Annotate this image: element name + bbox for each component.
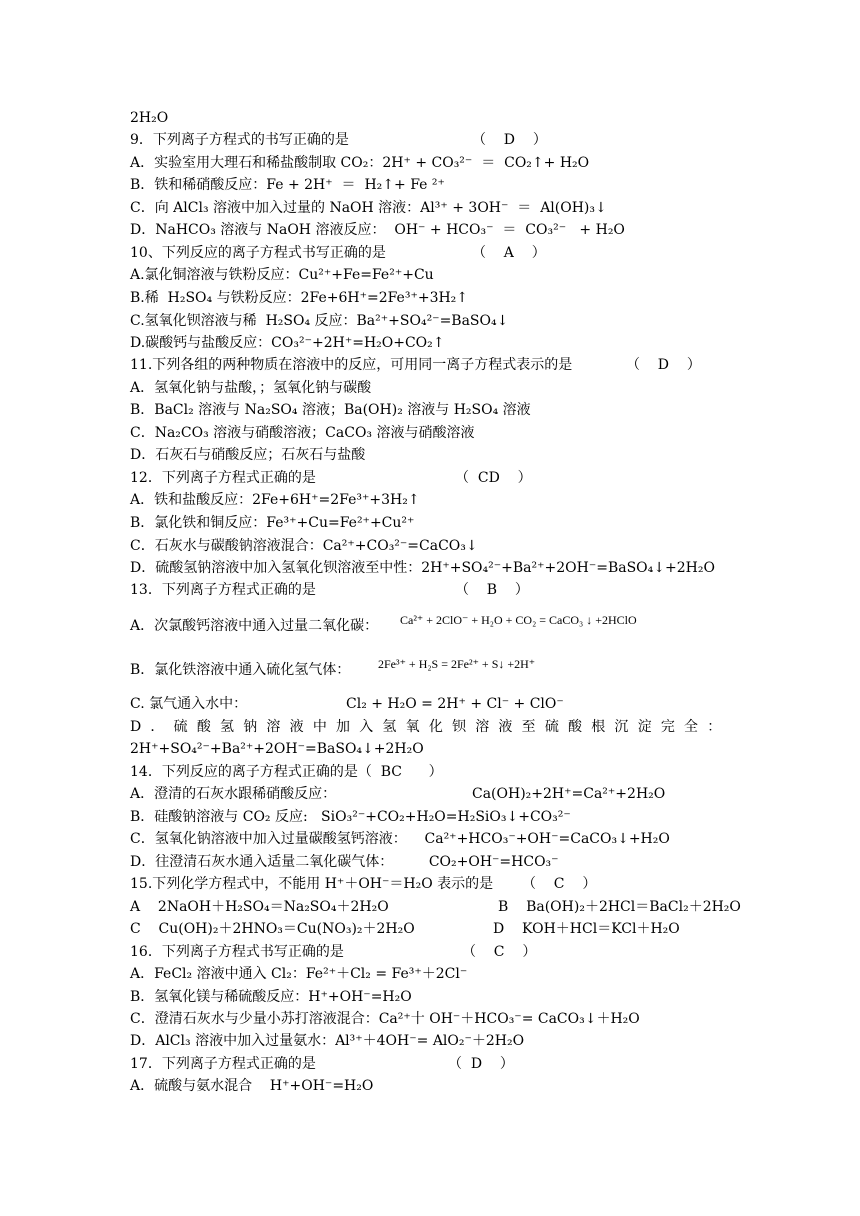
answer-13: （ B ）	[455, 582, 529, 598]
question-14: 14．下列反应的离子方程式正确的是（ BC ）	[130, 764, 443, 780]
option-15b: B Ba(OH)₂＋2HCl＝BaCl₂＋2H₂O	[498, 899, 741, 915]
option-12b: B．氯化铁和铜反应：Fe³⁺+Cu=Fe²⁺+Cu²⁺	[130, 515, 415, 531]
option-16a: A．FeCl₂ 溶液中通入 Cl₂：Fe²⁺＋Cl₂ = Fe³⁺＋2Cl⁻	[130, 966, 468, 982]
option-14b: B．硅酸钠溶液与 CO₂ 反应: SiO₃²⁻+CO₂+H₂O=H₂SiO₃↓+CO₃²⁻	[130, 809, 571, 825]
question-10: 10、下列反应的离子方程式书写正确的是	[130, 245, 386, 261]
answer-10: （ A ）	[472, 245, 546, 261]
option-11d: D．石灰石与硝酸反应；石灰石与盐酸	[130, 447, 366, 463]
option-16d: D．AlCl₃ 溶液中加入过量氨水：Al³⁺＋4OH⁻= AlO₂⁻＋2H₂O	[130, 1033, 525, 1049]
option-12c: C．石灰水与碳酸钠溶液混合：Ca²⁺+CO₃²⁻=CaCO₃↓	[130, 538, 478, 554]
option-12a: A．铁和盐酸反应：2Fe+6H⁺=2Fe³⁺+3H₂↑	[130, 492, 420, 508]
question-13: 13．下列离子方程式正确的是	[130, 582, 316, 598]
answer-11: （ D ）	[626, 357, 701, 373]
option-9d: D．NaHCO₃ 溶液与 NaOH 溶液反应： OH⁻ + HCO₃⁻ ＝ CO₃²⁻ + H₂O	[130, 222, 625, 238]
answer-12: （ CD ）	[455, 470, 532, 486]
option-17a: A．硫酸与氨水混合 H⁺+OH⁻=H₂O	[130, 1078, 374, 1094]
option-14d: D．往澄清石灰水通入适量二氧化碳气体： CO₂+OH⁻=HCO₃⁻	[130, 854, 559, 870]
equation-13b: 2Fe³⁺ + H₂S = 2Fe²⁺ + S↓ +2H⁺	[378, 657, 536, 671]
option-10d: D.碳酸钙与盐酸反应：CO₃²⁻+2H⁺=H₂O+CO₂↑	[130, 335, 445, 351]
option-9c: C．向 AlCl₃ 溶液中加入过量的 NaOH 溶液：Al³⁺ + 3OH⁻ ＝ Al(OH)₃↓	[130, 200, 607, 216]
option-11a: A．氢氧化钠与盐酸，；氢氧化钠与碳酸	[130, 380, 372, 396]
option-13a: A．次氯酸钙溶液中通入过量二氧化碳：	[130, 618, 379, 634]
option-16c: C．澄清石灰水与少量小苏打溶液混合：Ca²⁺十 OH⁻＋HCO₃⁻= CaCO₃↓＋H₂O	[130, 1011, 640, 1027]
option-14a: A．澄清的石灰水跟稀硝酸反应：	[130, 786, 337, 802]
answer-9: （ D ）	[472, 132, 547, 148]
equation-13c: Cl₂ + H₂O = 2H⁺ + Cl⁻ + ClO⁻	[346, 696, 564, 712]
option-10a: A.氯化铜溶液与铁粉反应：Cu²⁺+Fe=Fe²⁺+Cu	[130, 267, 434, 283]
equation-14a: Ca(OH)₂+2H⁺=Ca²⁺+2H₂O	[472, 786, 666, 802]
question-9: 9．下列离子方程式的书写正确的是	[130, 132, 349, 148]
option-13b: B．氯化铁溶液中通入硫化氢气体：	[130, 662, 351, 678]
question-17: 17．下列离子方程式正确的是	[130, 1056, 316, 1072]
text-line: 2H₂O	[130, 110, 169, 126]
option-15d: D KOH＋HCl＝KCl＋H₂O	[493, 921, 680, 937]
question-16: 16．下列离子方程式书写正确的是	[130, 944, 344, 960]
option-9b: B．铁和稀硝酸反应：Fe + 2H⁺ ＝ H₂↑+ Fe ²⁺	[130, 177, 445, 193]
option-11b: B．BaCl₂ 溶液与 Na₂SO₄ 溶液；Ba(OH)₂ 溶液与 H₂SO₄ 溶液	[130, 402, 531, 418]
option-11c: C．Na₂CO₃ 溶液与硝酸溶液；CaCO₃ 溶液与硝酸溶液	[130, 425, 475, 441]
option-15c: C Cu(OH)₂＋2HNO₃＝Cu(NO₃)₂＋2H₂O	[130, 921, 415, 937]
option-10c: C.氢氧化钡溶液与稀 H₂SO₄ 反应：Ba²⁺+SO₄²⁻=BaSO₄↓	[130, 313, 509, 329]
answer-15: （ C ）	[522, 876, 597, 892]
option-12d: D．硫酸氢钠溶液中加入氢氧化钡溶液至中性：2H⁺+SO₄²⁻+Ba²⁺+2OH⁻=BaSO₄↓+2H₂O	[130, 560, 715, 576]
option-10b: B.稀 H₂SO₄ 与铁粉反应：2Fe+6H⁺=2Fe³⁺+3H₂↑	[130, 290, 469, 306]
question-11: 11.下列各组的两种物质在溶液中的反应，可用同一离子方程式表示的是	[130, 357, 573, 373]
option-13d: D．硫酸氢钠溶液中加入氢氧化钡溶液至硫酸根沉淀完全：	[130, 719, 731, 735]
option-16b: B．氢氧化镁与稀硫酸反应：H⁺+OH⁻=H₂O	[130, 989, 412, 1005]
question-15: 15.下列化学方程式中，不能用 H⁺＋OH⁻＝H₂O 表示的是	[130, 876, 494, 892]
answer-16: （ C ）	[462, 944, 537, 960]
answer-17: （ D ）	[448, 1056, 514, 1072]
equation-13a: Ca²⁺ + 2ClO⁻ + H₂O + CO₂ = CaCO₃ ↓ +2HClO	[400, 613, 637, 627]
option-9a: A．实验室用大理石和稀盐酸制取 CO₂：2H⁺ + CO₃²⁻ ＝ CO₂↑+ H₂O	[130, 155, 590, 171]
question-12: 12．下列离子方程式正确的是	[130, 470, 316, 486]
option-15a: A 2NaOH＋H₂SO₄＝Na₂SO₄＋2H₂O	[130, 899, 389, 915]
option-14c: C．氢氧化钠溶液中加入过量碳酸氢钙溶液： Ca²⁺+HCO₃⁻+OH⁻=CaCO₃↓+H₂O	[130, 831, 670, 847]
option-13c: C. 氯气通入水中：	[130, 696, 248, 712]
option-13d-equation: 2H⁺+SO₄²⁻+Ba²⁺+2OH⁻=BaSO₄↓+2H₂O	[130, 741, 424, 757]
